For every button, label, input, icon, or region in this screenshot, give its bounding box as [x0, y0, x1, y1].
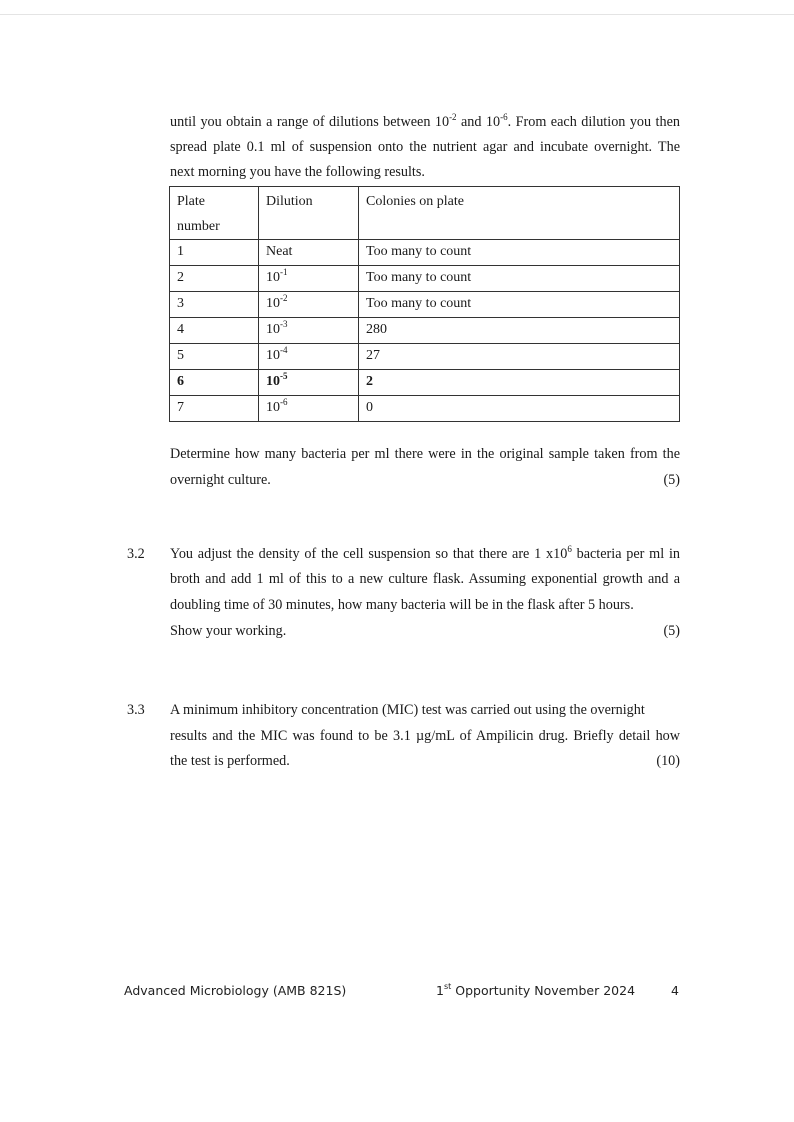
colonies: Too many to count — [359, 266, 680, 292]
dilution-exponent: -3 — [280, 319, 288, 329]
question-number: 3.2 — [127, 546, 145, 562]
colonies: Too many to count — [359, 292, 680, 318]
plate-number: 3 — [170, 292, 259, 318]
text: and 10 — [456, 114, 501, 130]
dilution-exponent: -4 — [280, 345, 288, 355]
dilution: $10^{-1}$ — [259, 266, 359, 292]
plate-number: 5 — [170, 344, 259, 370]
header-colonies: Colonies on plate — [359, 187, 680, 240]
question-number: 3.3 — [127, 702, 145, 718]
dilution-exponent: -5 — [280, 371, 288, 381]
text: the test is performed. — [170, 753, 290, 769]
dilution: $10^{-4}$ — [259, 344, 359, 370]
marks: (5) — [663, 623, 680, 639]
marks: (10) — [656, 753, 680, 769]
q33-line-2: results and the MIC was found to be 3.1 µg/mL of Ampilicin drug. Briefly detail how — [170, 728, 680, 744]
superscript: 6 — [567, 544, 572, 554]
plate-number: 1 — [170, 240, 259, 266]
q32-line-1 — [170, 545, 680, 563]
text: bacteria per ml in — [571, 546, 680, 562]
q32-line-4 — [170, 622, 680, 640]
q31-line-1: Determine how many bacteria per ml there were in the original sample taken from the — [170, 446, 680, 462]
colonies: 27 — [359, 344, 680, 370]
dilution: $10^{-3}$ — [259, 318, 359, 344]
colonies: 0 — [359, 396, 680, 422]
q33-line-3 — [170, 752, 680, 770]
table-row — [170, 318, 680, 344]
intro-line-3: next morning you have the following results. — [170, 164, 425, 180]
marks: (5) — [663, 472, 680, 488]
header-dilution: Dilution — [259, 187, 359, 240]
text: overnight culture. — [170, 472, 271, 488]
dilution-exponent: -1 — [280, 267, 288, 277]
plate-number: 4 — [170, 318, 259, 344]
footer-page-number: 4 — [671, 983, 679, 998]
superscript: -6 — [500, 112, 508, 122]
colonies: 280 — [359, 318, 680, 344]
q31-line-2 — [170, 471, 680, 489]
dilution: $10^{-6}$ — [259, 396, 359, 422]
plate-number: 7 — [170, 396, 259, 422]
intro-line-2: spread plate 0.1 ml of suspension onto the nutrient agar and incubate overnight. The — [170, 139, 680, 155]
header-plate-number: Plate number — [170, 187, 259, 240]
text: Show your working. — [170, 623, 287, 639]
footer-course: Advanced Microbiology (AMB 821S) — [124, 983, 347, 998]
table-row — [170, 396, 680, 422]
dilution-exponent: -2 — [280, 293, 288, 303]
q33-line-1: A minimum inhibitory concentration (MIC) test was carried out using the overnight — [170, 702, 645, 718]
dilution-exponent: -6 — [280, 397, 288, 407]
superscript: -2 — [449, 112, 457, 122]
q32-line-3: doubling time of 30 minutes, how many bacteria will be in the flask after 5 hours. — [170, 597, 634, 613]
footer-opportunity: 1st Opportunity November 2024 — [436, 982, 636, 998]
table-row — [170, 370, 680, 396]
intro-line-1 — [170, 113, 680, 131]
q32-line-2: broth and add 1 ml of this to a new culture flask. Assuming exponential growth and a — [170, 571, 680, 587]
table-row — [170, 266, 680, 292]
colonies: Too many to count — [359, 240, 680, 266]
plate-number: 2 — [170, 266, 259, 292]
table-header-row — [170, 187, 680, 240]
table-row — [170, 292, 680, 318]
table-row — [170, 344, 680, 370]
plate-number: 6 — [170, 370, 259, 396]
dilution: $10^{-5}$ — [259, 370, 359, 396]
scan-edge-line — [0, 14, 794, 15]
text: . From each dilution you then — [507, 114, 680, 130]
text: until you obtain a range of dilutions between 10 — [170, 114, 450, 130]
dilution: $10^{-2}$ — [259, 292, 359, 318]
text: You adjust the density of the cell suspension so that there are 1 x10 — [170, 546, 568, 562]
dilution: Neat — [259, 240, 359, 266]
colonies: 2 — [359, 370, 680, 396]
table-row — [170, 240, 680, 266]
results-table — [169, 186, 680, 422]
